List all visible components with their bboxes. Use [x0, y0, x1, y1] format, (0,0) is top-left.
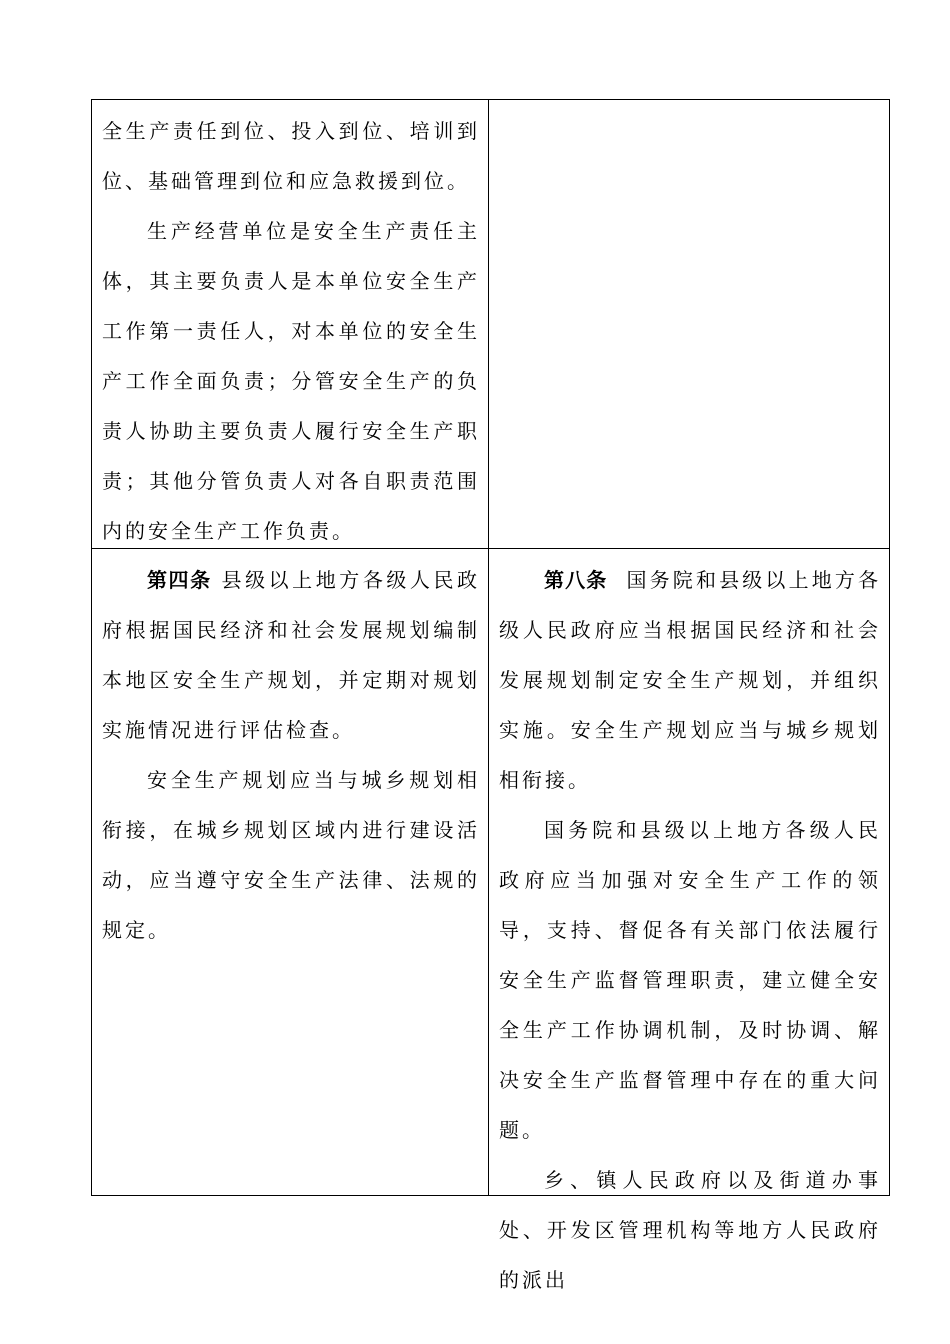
- paragraph: 安全生产规划应当与城乡规划相衔接，在城乡规划区域内进行建设活动，应当遵守安全生产法律、法规的规定。: [102, 768, 480, 942]
- article-number: 第四条: [147, 568, 212, 592]
- table-cell-right: [489, 549, 889, 1292]
- paragraph: 第八条 国务院和县级以上地方各级人民政府应当根据国民经济和社会发展规划制定安全生产规划，并组织实施。安全生产规划应当与城乡规划相衔接。: [499, 568, 882, 792]
- paragraph: 第四条 县级以上地方各级人民政府根据国民经济和社会发展规划编制本地区安全生产规划，并定期对规划实施情况进行评估检查。: [102, 568, 481, 742]
- paragraph: 乡、镇人民政府以及街道办事处、开发区管理机构等地方人民政府的派出: [499, 1168, 881, 1292]
- table-cell-right: [489, 100, 889, 548]
- table-cell-left: [92, 549, 489, 1195]
- paragraph: 全生产责任到位、投入到位、培训到位、基础管理到位和应急救援到位。: [102, 119, 480, 193]
- comparison-table: [91, 99, 890, 1292]
- table-row: [92, 100, 889, 549]
- table-cell-left: [92, 100, 489, 548]
- paragraph: 国务院和县级以上地方各级人民政府应当加强对安全生产工作的领导，支持、督促各有关部门依法履行安全生产监督管理职责，建立健全安全生产工作协调机制，及时协调、解决安全生产监督管理中存在的重大问题。: [499, 818, 881, 1142]
- paragraph: 生产经营单位是安全生产责任主体，其主要负责人是本单位安全生产工作第一责任人，对本单位的安全生产工作全面负责；分管安全生产的负责人协助主要负责人履行安全生产职责；其他分管负责人对各自职责范围内的安全生产工作负责。: [102, 219, 480, 543]
- table-row: [92, 549, 889, 1292]
- article-number: 第八条: [544, 568, 608, 592]
